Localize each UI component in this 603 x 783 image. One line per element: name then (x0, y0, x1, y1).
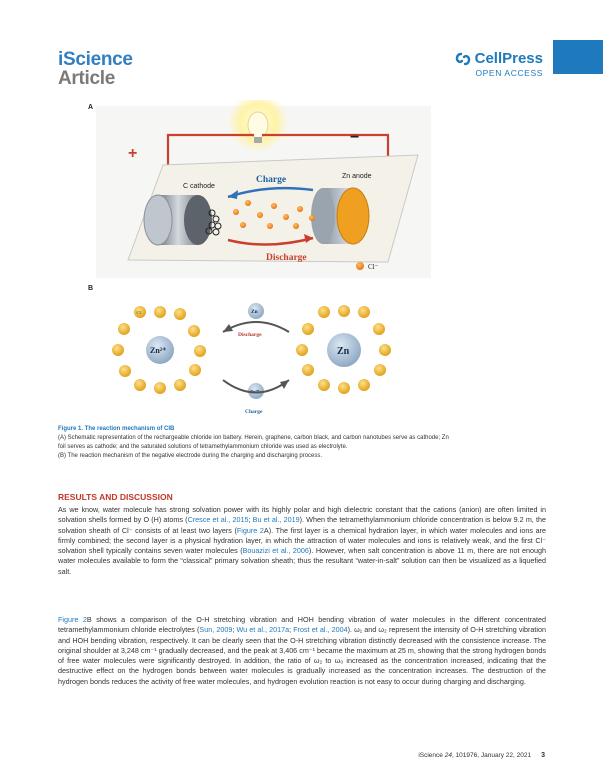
zn-small-label: Zn (251, 309, 258, 315)
para2-text-2: ; (232, 625, 237, 635)
cellpress-logo-icon (455, 52, 471, 66)
para2-text-3: ; (289, 625, 294, 635)
para1-text-1: As we know, water molecule has strong solvation power with its highly polar and high dielectric constant that the cations (anion) are often limited in solvation shells formed by O (H) atoms ( (58, 505, 546, 525)
lightbulb-base (254, 137, 262, 143)
discharge-small-label: Discharge (238, 332, 262, 338)
publisher-name: CellPress (474, 50, 543, 67)
discharge-cycle-arrow (223, 322, 289, 332)
ref-wu-2017a[interactable]: Wu et al., 2017a (236, 625, 290, 635)
zn-metal-label: Zn (337, 346, 350, 357)
cl-legend-icon (356, 262, 364, 270)
ref-frost-2004[interactable]: Frost et al., 2004 (293, 625, 348, 635)
zn-ion-label: Zn²⁺ (150, 346, 167, 355)
panel-a-label: A (88, 104, 94, 111)
cl-ion-label: Cl (136, 310, 141, 315)
journal-name: iScience (58, 49, 133, 70)
ref-sun-2009[interactable]: Sun, 2009 (199, 625, 233, 635)
zn-anode (311, 188, 369, 244)
caption-part-b: (B) The reaction mechanism of the negative electrode during the charging and discharging process. (58, 453, 323, 459)
charge-label: Charge (256, 175, 287, 185)
para1-text-5: ). However, when salt concentration is above 11 m, there are not enough water molecules available to form the “classical” primary solvation sheath; thus the resultant “water-in-salt” solution can then be visualized as a liquefied salt. (58, 546, 546, 576)
figure-illustration (88, 100, 438, 420)
figure-1 (88, 100, 438, 420)
c-cathode-label: C cathode (183, 183, 215, 190)
panel-b-label: B (88, 285, 94, 292)
paragraph-1 (58, 505, 546, 577)
ref-bouazizi-2006[interactable]: Bouazizi et al., 2006 (242, 546, 309, 556)
caption-part-a: (A) Schematic representation of the rechargeable chloride ion battery. Herein, graphene, carbon black, and carbon nanotubes serve as cathode; Zn foil serves as cathode; and the saturated solutions of tetramethylammonium chloride was used as electrolyte. (58, 435, 449, 450)
open-access-label: OPEN ACCESS (475, 68, 543, 78)
figure-caption (58, 425, 453, 461)
page-footer (418, 752, 545, 759)
publisher-brand (455, 50, 543, 78)
para1-text-3: ). When the tetramethylammonium chloride concentration is below 9.2 m, the solvation sheath of Cl⁻ consists of at least two layers ( (58, 515, 546, 535)
discharge-label: Discharge (266, 253, 307, 263)
journal-brand (58, 50, 133, 88)
ref-figure-2b[interactable]: Figure 2 (58, 615, 87, 624)
zn-small-ion-label: Zn²⁺ (250, 389, 260, 394)
negative-terminal-sign: − (350, 129, 360, 146)
article-type: Article (58, 68, 116, 89)
zn-metal-cluster-right (296, 305, 391, 394)
page-number: 3 (541, 752, 545, 759)
ref-cresce-2015[interactable]: Cresce et al., 2015 (187, 515, 249, 525)
positive-terminal-sign: + (128, 145, 138, 162)
section-heading: RESULTS AND DISCUSSION (58, 492, 173, 502)
zn-ion-cluster-left (112, 306, 206, 394)
cl-legend-label: Cl⁻ (368, 263, 379, 271)
para2-text-4: ). ω₁ and ω₂ represent the intensity of O-H stretching vibration and HOH bending vibration, respectively. It can be clearly seen that the O-H stretching vibration distinctly decreased with the consistence increase. The original shoulder at 3,248 cm⁻¹ gradually decreased, and the peak at 3,406 cm⁻¹ became the maximum at 25 m, showing that the strong hydrogen bonds of free water molecules were significantly destroyed. In addition, the ratio of ω₂ to ω₀ increased as the concentration increased, indicating that the destructive effect on the hydrogen bonds between water molecules is gradually increased as the concentration increases. The destruction of the hydrogen bonds reduces the activity of free water molecules, and hydrogen evolution reaction is not easy to occur during charging and discharging. (58, 625, 546, 686)
header-accent-tab (553, 40, 603, 74)
para1-text-2: ; (248, 515, 253, 525)
para2-text-1: B shows a comparison of the O-H stretching vibration and HOH bending vibration of water molecules in the different concentrated tetramethylammonium chloride electrolytes ( (58, 615, 546, 635)
paragraph-2 (58, 615, 546, 687)
ref-figure-2[interactable]: Figure 2 (236, 525, 264, 535)
ref-bu-2019[interactable]: Bu et al., 2019 (252, 515, 300, 525)
footer-volume: 24 (444, 752, 452, 759)
charge-small-label: Charge (245, 409, 263, 415)
footer-citation: , 101976, January 22, 2021 (451, 752, 532, 759)
footer-journal: iScience (418, 752, 445, 759)
zn-anode-label: Zn anode (342, 173, 372, 180)
caption-title: Figure 1. The reaction mechanism of CIB (58, 426, 175, 432)
para1-text-4: A). The first layer is a chemical hydration layer, in which water molecules and ions are firmly combined; the second layer is a physical hydration layer, in which the attraction of water molecules and ions is relatively weak, and the first Cl⁻ solvation shell typically contains seven water molecules ( (58, 525, 546, 556)
